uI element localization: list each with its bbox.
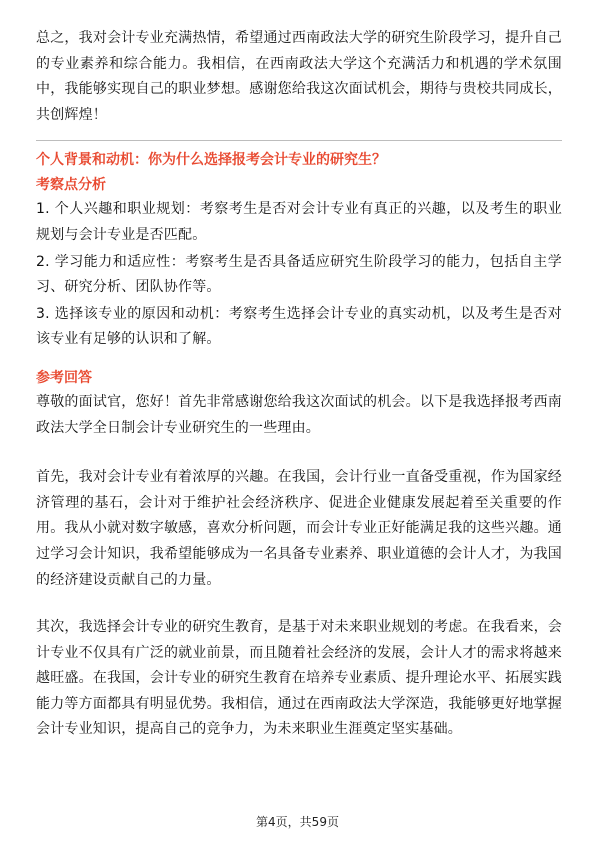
analysis-item: 2. 学习能力和适应性：考察考生是否具备适应研究生阶段学习的能力，包括自主学习、研究分析、团队协作等。: [36, 253, 562, 296]
answer-paragraph: 首先，我对会计专业有着浓厚的兴趣。在我国，会计行业一直备受重视，作为国家经济管理的基石，会计对于维护社会经济秩序、促进企业健康发展起着至关重要的作用。我从小就对数字敏感，喜欢分析问题，而会计专业正好能满足我的这些兴趣。通过学习会计知识，我希望能够成为一名具备专业素养、职业道德的会计人才，为我国的经济建设贡献自己的力量。: [36, 469, 562, 588]
question-title: 个人背景和动机：你为什么选择报考会计专业的研究生？: [36, 152, 386, 169]
section-divider: [36, 140, 562, 141]
answer-paragraph: 其次，我选择会计专业的研究生教育，是基于对未来职业规划的考虑。在我看来，会计专业不仅具有广泛的就业前景，而且随着社会经济的发展，会计人才的需求将越来越旺盛。在我国，会计专业的研究生教育在培养专业素质、提升理论水平、拓展实践能力等方面都具有明显优势。我相信，通过在西南政法大学深造，我能够更好地掌握会计专业知识，提高自己的竞争力，为未来职业生涯奠定坚实基础。: [36, 619, 562, 738]
page-content: [36, 26, 562, 743]
page-number: 第4页，共59页: [256, 815, 339, 829]
answer-heading: 参考回答: [36, 369, 92, 386]
analysis-item: 3. 选择该专业的原因和动机：考察考生选择会计专业的真实动机，以及考生是否对该专业有足够的认识和了解。: [36, 305, 562, 348]
analysis-heading: 考察点分析: [36, 177, 106, 194]
analysis-item: 1. 个人兴趣和职业规划：考察考生是否对会计专业有真正的兴趣，以及考生的职业规划与会计专业是否匹配。: [36, 201, 562, 243]
answer-paragraph: 尊敬的面试官，您好！首先非常感谢您给我这次面试的机会。以下是我选择报考西南政法大学全日制会计专业研究生的一些理由。: [36, 393, 562, 436]
intro-paragraph: 总之，我对会计专业充满热情，希望通过西南政法大学的研究生阶段学习，提升自己的专业素养和综合能力。我相信，在西南政法大学这个充满活力和机遇的学术氛围中，我能够实现自己的职业梦想。感谢您给我这次面试机会，期待与贵校共同成长，共创辉煌！: [36, 30, 562, 123]
